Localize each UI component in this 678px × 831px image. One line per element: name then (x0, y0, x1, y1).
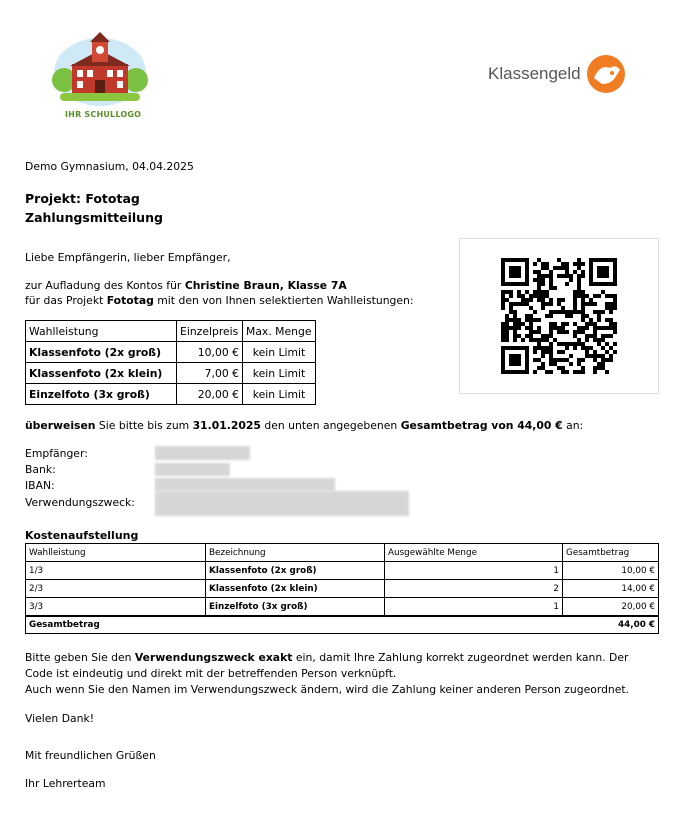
cost-index: 3/3 (26, 598, 206, 617)
place-date: Demo Gymnasium, 04.04.2025 (25, 160, 194, 173)
option-name: Klassenfoto (2x groß) (26, 342, 177, 363)
cost-row (26, 580, 659, 598)
cost-header-cell: Wahlleistung (26, 544, 206, 562)
cost-index: 2/3 (26, 580, 206, 598)
note-line-1 (25, 651, 628, 664)
transfer-total: Gesamtbetrag von 44,00 € (400, 419, 563, 432)
cost-row (26, 598, 659, 617)
transfer-verb: überweisen (25, 419, 96, 432)
cost-total-value: 44,00 € (563, 616, 659, 634)
qr-code-icon (501, 258, 617, 374)
school-logo-caption: IHR SCHULLOGO (65, 110, 142, 119)
option-name: Einzelfoto (3x groß) (26, 384, 177, 405)
redacted-iban (155, 478, 335, 491)
transfer-deadline: 31.01.2025 (192, 419, 261, 432)
intro-text-3: mit den von Ihnen selektierten Wahlleistungen: (153, 294, 414, 307)
transfer-text: Sie bitte bis zum (95, 419, 193, 432)
cost-amount: 20,00 € (563, 598, 659, 617)
recipient-label: Empfänger: (25, 447, 88, 460)
cost-amount: 14,00 € (563, 580, 659, 598)
salutation: Liebe Empfängerin, lieber Empfänger, (25, 251, 231, 264)
closing: Mit freundlichen Grüßen (25, 749, 156, 762)
cost-total-row (26, 616, 659, 634)
intro-person: Christine Braun, Klasse 7A (184, 279, 347, 292)
options-table (25, 320, 316, 405)
intro-text-2: für das Projekt (25, 294, 107, 307)
redacted-bank (155, 463, 230, 476)
options-row (26, 384, 316, 405)
school-logo (50, 30, 150, 120)
cost-row (26, 562, 659, 580)
transfer-text: den unten angegebenen (260, 419, 401, 432)
intro-line-1 (25, 279, 347, 292)
options-row (26, 342, 316, 363)
document-title: Zahlungsmitteilung (25, 210, 163, 225)
options-header-cell: Einzelpreis (177, 321, 243, 342)
cost-item: Klassenfoto (2x groß) (206, 562, 385, 580)
options-header-cell: Max. Menge (243, 321, 316, 342)
cost-item: Klassenfoto (2x klein) (206, 580, 385, 598)
recipient-label: IBAN: (25, 479, 55, 492)
note-line-3: Auch wenn Sie den Namen im Verwendungszweck ändern, wird die Zahlung keiner anderen Person zugeordnet. (25, 683, 630, 696)
recipient-label: Bank: (25, 463, 56, 476)
thanks: Vielen Dank! (25, 712, 95, 725)
cost-qty: 1 (385, 598, 563, 617)
transfer-text: an: (562, 419, 584, 432)
option-name: Klassenfoto (2x klein) (26, 363, 177, 384)
recipient-label: Verwendungszweck: (25, 496, 135, 509)
cost-total-label: Gesamtbetrag (26, 616, 563, 634)
option-max: kein Limit (243, 363, 316, 384)
option-max: kein Limit (243, 342, 316, 363)
note-text: Bitte geben Sie den (25, 651, 135, 664)
cost-header-cell: Gesamtbetrag (563, 544, 659, 562)
qr-code-box (459, 238, 659, 394)
school-building-icon (50, 30, 150, 108)
cost-qty: 2 (385, 580, 563, 598)
cost-qty: 1 (385, 562, 563, 580)
redacted-recipient (155, 446, 250, 460)
options-header-row (26, 321, 316, 342)
signature: Ihr Lehrerteam (25, 777, 106, 790)
note-text: ein, damit Ihre Zahlung korrekt zugeordnet werden kann. Der (292, 651, 629, 664)
note-line-2: Code ist eindeutig und direkt mit der betreffenden Person verknüpft. (25, 667, 397, 680)
cost-amount: 10,00 € (563, 562, 659, 580)
intro-project: Fototag (106, 294, 154, 307)
intro-line-2 (25, 294, 414, 307)
cost-header-cell: Bezeichnung (206, 544, 385, 562)
option-price: 20,00 € (177, 384, 243, 405)
transfer-instruction (25, 419, 583, 432)
fox-logo-icon (582, 54, 630, 94)
project-title: Projekt: Fototag (25, 191, 140, 206)
redacted-reference (155, 491, 409, 516)
options-header-cell: Wahlleistung (26, 321, 177, 342)
brand-name: Klassengeld (488, 64, 581, 83)
cost-header-cell: Ausgewählte Menge (385, 544, 563, 562)
intro-text: zur Aufladung des Kontos für (25, 279, 185, 292)
cost-index: 1/3 (26, 562, 206, 580)
options-row (26, 363, 316, 384)
cost-heading: Kostenaufstellung (25, 529, 139, 542)
option-price: 7,00 € (177, 363, 243, 384)
cost-item: Einzelfoto (3x groß) (206, 598, 385, 617)
option-price: 10,00 € (177, 342, 243, 363)
cost-table (25, 543, 659, 634)
cost-header-row (26, 544, 659, 562)
option-max: kein Limit (243, 384, 316, 405)
note-emphasis: Verwendungszweck exakt (134, 651, 293, 664)
